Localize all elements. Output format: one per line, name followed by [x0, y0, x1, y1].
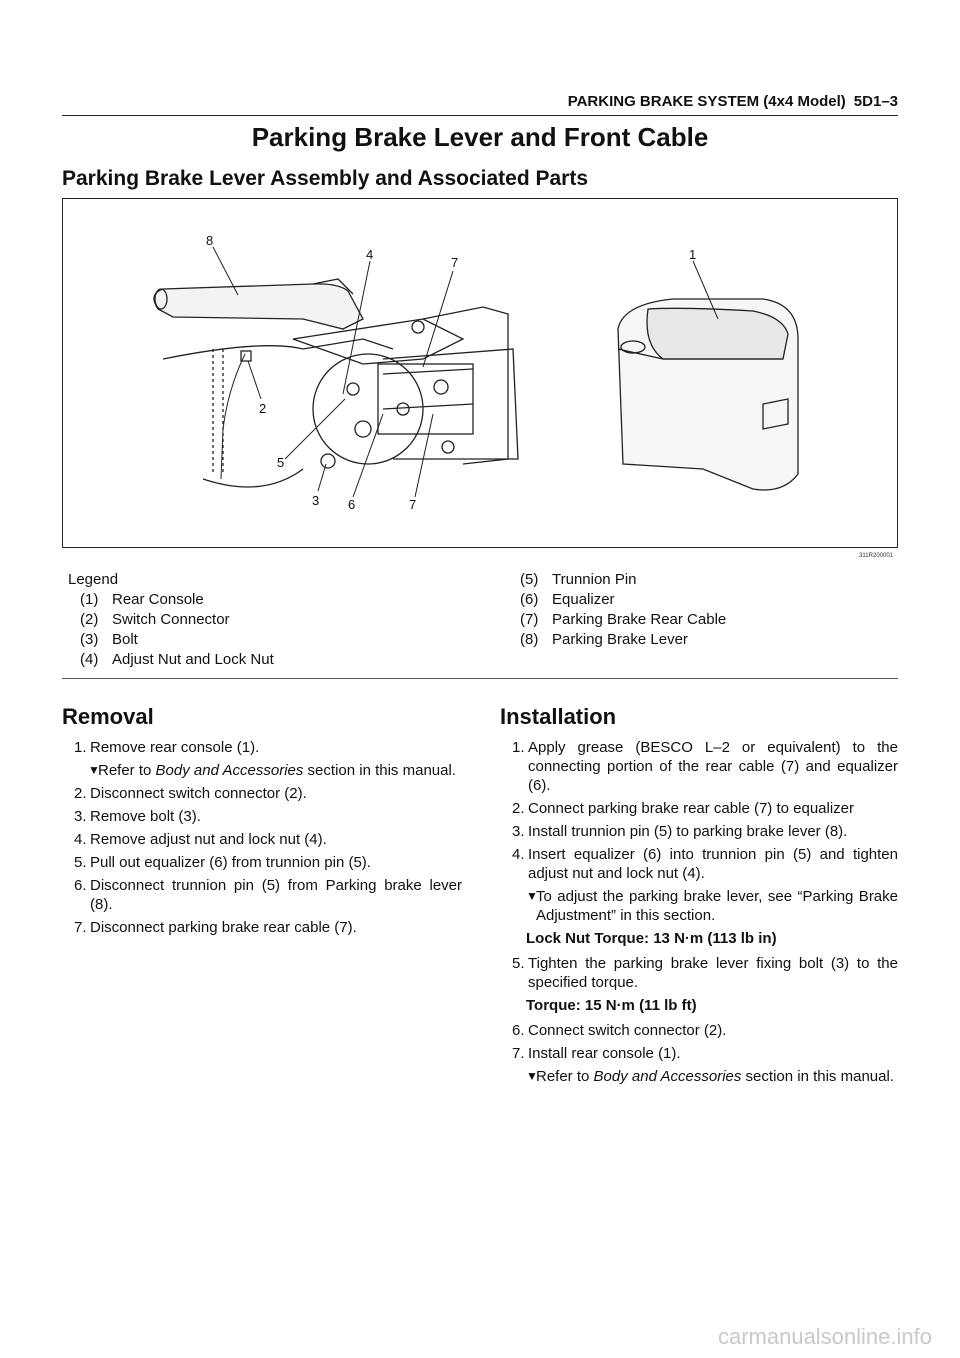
legend-label: Parking Brake Rear Cable [552, 611, 727, 628]
step-text: Install trunnion pin (5) to parking brake lever (8). [528, 823, 848, 840]
torque-spec: Torque: 15 N·m (11 lb ft) [526, 997, 697, 1014]
legend-label: Trunnion Pin [552, 571, 637, 588]
note-text: Refer to [98, 762, 156, 779]
step-text: Disconnect parking brake rear cable (7). [90, 919, 357, 936]
list-item [512, 738, 898, 795]
legend-num: (2) [80, 611, 99, 628]
note-reference: Body and Accessories [155, 762, 304, 779]
legend-left [68, 570, 274, 670]
legend-item [520, 630, 726, 650]
header-page-number: 5D1–3 [853, 93, 898, 110]
step-text: Connect switch connector (2). [528, 1022, 727, 1039]
note [88, 761, 462, 780]
legend-label: Adjust Nut and Lock Nut [112, 651, 274, 668]
removal-heading: Removal [62, 704, 154, 729]
note [526, 887, 898, 925]
legend-item [68, 650, 274, 670]
step-number: 1. [512, 739, 525, 756]
legend-label: Equalizer [552, 591, 615, 608]
step-number: 4. [512, 846, 525, 863]
list-item [512, 1021, 898, 1040]
note-marker-icon: ▼ [88, 763, 100, 777]
list-item [512, 1044, 898, 1063]
legend-label: Bolt [112, 631, 138, 648]
list-item [512, 822, 898, 841]
parts-illustration [62, 198, 898, 559]
step-number: 7. [74, 919, 87, 936]
legend-num: (4) [80, 651, 99, 668]
watermark: carmanualsonline.info [717, 1324, 932, 1349]
list-item [74, 738, 462, 757]
callout-3: 3 [312, 493, 320, 508]
note-text: section in this manual. [303, 762, 456, 779]
list-item [74, 876, 462, 914]
callout-4: 4 [366, 247, 374, 262]
step-text: Connect parking brake rear cable (7) to equalizer [528, 800, 855, 817]
step-number: 6. [74, 877, 87, 894]
installation-heading: Installation [500, 704, 617, 729]
list-item [512, 799, 898, 818]
step-text: Apply grease (BESCO L–2 or equivalent) to the connecting portion of the rear cable (7) and equalizer (6). [528, 739, 898, 794]
step-number: 4. [74, 831, 87, 848]
step-text: Disconnect switch connector (2). [90, 785, 307, 802]
callout-7-lower: 7 [409, 497, 417, 512]
figure-id: 311R200001 [859, 553, 893, 559]
step-text: Disconnect trunnion pin (5) from Parking brake lever (8). [90, 877, 462, 913]
legend-num: (6) [520, 591, 539, 608]
step-text: Remove rear console (1). [90, 739, 260, 756]
callout-5: 5 [277, 455, 285, 470]
step-number: 3. [74, 808, 87, 825]
removal-steps [74, 738, 462, 941]
legend-num: (3) [80, 631, 99, 648]
legend-label: Parking Brake Lever [552, 631, 688, 648]
legend-item [520, 610, 726, 630]
list-item [74, 918, 462, 937]
legend-item [68, 630, 274, 650]
step-number: 7. [512, 1045, 525, 1062]
list-item [74, 784, 462, 803]
step-text: Remove adjust nut and lock nut (4). [90, 831, 327, 848]
page-header [62, 93, 898, 110]
header-rule [62, 115, 898, 116]
installation-steps [512, 738, 898, 1090]
step-number: 5. [74, 854, 87, 871]
note [526, 1067, 898, 1086]
step-number: 1. [74, 739, 87, 756]
legend-right [520, 570, 726, 650]
callout-6: 6 [348, 497, 356, 512]
legend-heading: Legend [68, 571, 119, 588]
legend-num: (7) [520, 611, 539, 628]
note-text: Refer to [536, 1068, 594, 1085]
list-item [512, 954, 898, 992]
torque-spec: Lock Nut Torque: 13 N·m (113 lb in) [526, 930, 777, 947]
step-text: Install rear console (1). [528, 1045, 681, 1062]
callout-8: 8 [206, 233, 214, 248]
note-marker-icon: ▼ [526, 1069, 538, 1083]
list-item [74, 830, 462, 849]
header-section: PARKING BRAKE SYSTEM (4x4 Model) [567, 93, 846, 110]
callout-1: 1 [689, 247, 697, 262]
step-text: Remove bolt (3). [90, 808, 201, 825]
legend-num: (5) [520, 571, 539, 588]
callout-2: 2 [259, 401, 267, 416]
page-title: Parking Brake Lever and Front Cable [251, 122, 709, 152]
legend-label: Switch Connector [112, 611, 230, 628]
step-text: Tighten the parking brake lever fixing bolt (3) to the specified torque. [528, 955, 898, 991]
legend-num: (8) [520, 631, 539, 648]
legend-item [520, 570, 726, 590]
legend-item [68, 590, 274, 610]
section-divider [62, 678, 898, 679]
section-subtitle: Parking Brake Lever Assembly and Associated Parts [62, 167, 589, 190]
callout-7-upper: 7 [451, 255, 459, 270]
legend-item [68, 610, 274, 630]
note-text: section in this manual. [741, 1068, 894, 1085]
step-number: 2. [74, 785, 87, 802]
legend-label: Rear Console [112, 591, 204, 608]
note-reference: Body and Accessories [593, 1068, 742, 1085]
step-number: 3. [512, 823, 525, 840]
note-text: To adjust the parking brake lever, see “Parking Brake Adjustment” in this section. [536, 888, 898, 924]
step-text: Pull out equalizer (6) from trunnion pin (5). [90, 854, 371, 871]
legend-item [520, 590, 726, 610]
legend-num: (1) [80, 591, 99, 608]
step-number: 2. [512, 800, 525, 817]
step-text: Insert equalizer (6) into trunnion pin (5) and tighten adjust nut and lock nut (4). [528, 846, 898, 882]
list-item [74, 853, 462, 872]
note-marker-icon: ▼ [526, 889, 538, 903]
list-item [74, 807, 462, 826]
list-item [512, 845, 898, 883]
illustration-drawing [63, 199, 897, 547]
step-number: 6. [512, 1022, 525, 1039]
step-number: 5. [512, 955, 525, 972]
